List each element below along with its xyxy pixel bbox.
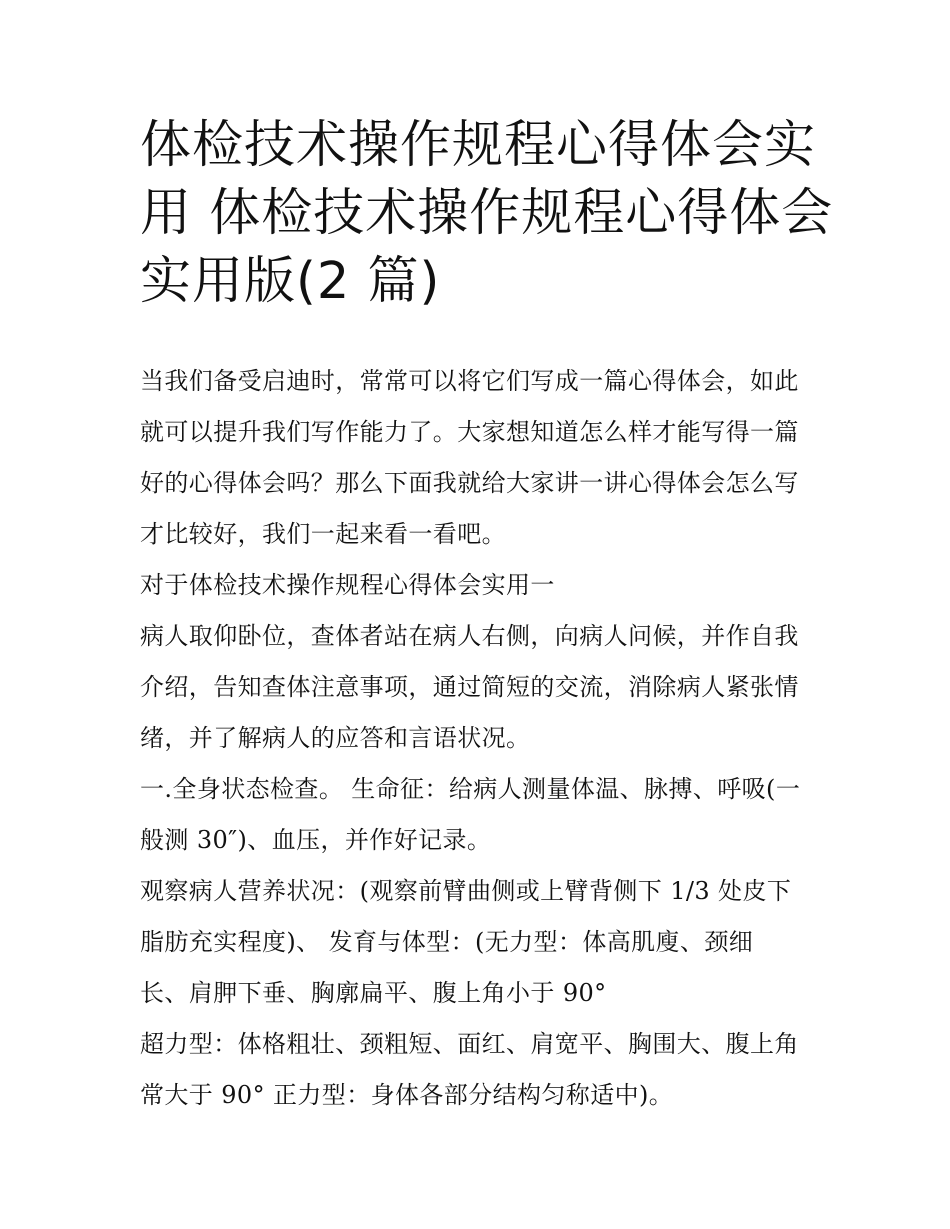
title-line-1: 体检技术操作规程心得体会实 <box>140 116 817 175</box>
nutrition-line-2: 脂肪充实程度)、 发育与体型：(无力型：体高肌廋、颈细 <box>140 928 754 956</box>
body-type-line-2: 常大于 90° 正力型：身体各部分结构匀称适中)。 <box>140 1081 674 1109</box>
title-line-2: 用 体检技术操作规程心得体会 <box>140 184 834 243</box>
exam-line-2: 般测 30″)、血压，并作好记录。 <box>140 826 492 854</box>
intro-line-1: 当我们备受启迪时，常常可以将它们写成一篇心得体会，如此 <box>140 367 799 395</box>
intro-line-3: 好的心得体会吗？那么下面我就给大家讲一讲心得体会怎么写 <box>140 469 799 497</box>
section-heading: 对于体检技术操作规程心得体会实用一 <box>140 571 555 599</box>
body-type-line-1: 超力型：体格粗壮、颈粗短、面红、肩宽平、胸围大、腹上角 <box>140 1030 799 1058</box>
paragraph-line-2: 介绍，告知查体注意事项，通过简短的交流，消除病人紧张情 <box>140 673 799 701</box>
intro-line-4: 才比较好，我们一起来看一看吧。 <box>140 520 506 548</box>
document-body <box>140 356 830 1121</box>
nutrition-line-3: 长、肩胛下垂、胸廓扁平、腹上角小于 90° <box>140 979 607 1007</box>
paragraph-line-3: 绪，并了解病人的应答和言语状况。 <box>140 724 531 752</box>
exam-line-1: 一.全身状态检查。 生命征：给病人测量体温、脉搏、呼吸(一 <box>140 775 801 803</box>
document-title <box>140 112 834 316</box>
title-line-3: 实用版(2 篇) <box>140 252 441 311</box>
paragraph-line-1: 病人取仰卧位，查体者站在病人右侧，向病人问候，并作自我 <box>140 622 799 650</box>
nutrition-line-1: 观察病人营养状况：(观察前臂曲侧或上臂背侧下 1/3 处皮下 <box>140 877 792 905</box>
intro-line-2: 就可以提升我们写作能力了。大家想知道怎么样才能写得一篇 <box>140 418 799 446</box>
